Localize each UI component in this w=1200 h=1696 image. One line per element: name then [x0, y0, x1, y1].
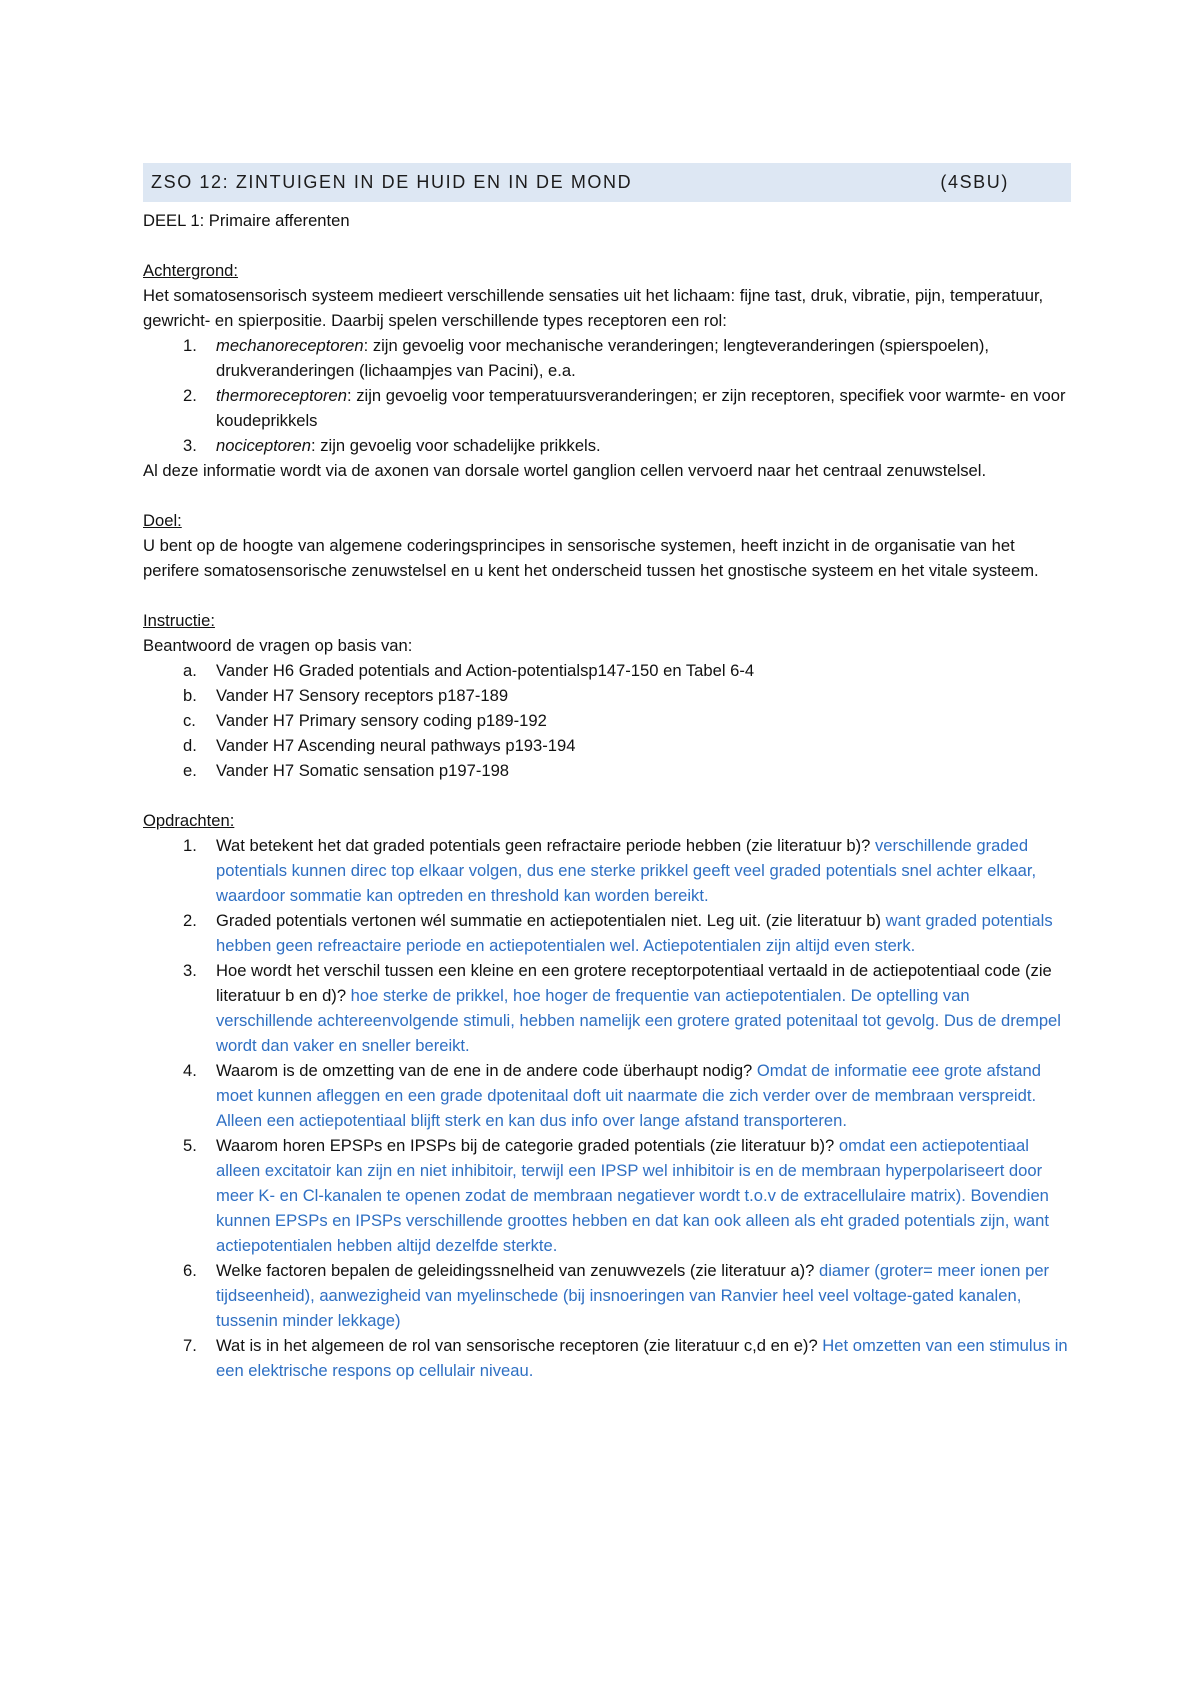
document-body	[143, 208, 1071, 1383]
question-text: Graded potentials vertonen wél summatie en actiepotentialen niet. Leg uit. (zie literatuur b)	[216, 911, 886, 930]
question-item: 5. Waarom horen EPSPs en IPSPs bij de categorie graded potentials (zie literatuur b)? omdat een actiepotentiaal alleen excitatoir kan zijn en niet inhibitoir, terwijl een IPSP wel inhibitoir is en de membraan hyperpolariseert door meer K- en Cl-kanalen te openen zodat de membraan negatiever wordt t.o.v de extracellulaire matrix). Bovendien kunnen EPSPs en IPSPs verschillende groottes hebben en dat kan ook alleen als eht graded potentials zijn, want actiepotentialen hebben altijd dezelfde sterkte.	[183, 1136, 1049, 1255]
list-item: a. Vander H6 Graded potentials and Action-potentialsp147-150 en Tabel 6-4	[183, 661, 755, 680]
question-text: Waarom is de omzetting van de ene in de andere code überhaupt nodig?	[216, 1061, 757, 1080]
question-list	[143, 833, 1071, 1383]
list-item: e. Vander H7 Somatic sensation p197-198	[183, 761, 510, 780]
list-item: b. Vander H7 Sensory receptors p187-189	[183, 686, 509, 705]
question-text: Wat betekent het dat graded potentials geen refractaire periode hebben (zie literatuur b)?	[216, 836, 875, 855]
answer-text: omdat een actiepotentiaal alleen excitatoir kan zijn en niet inhibitoir, terwijl een IPSP wel inhibitoir is en de membraan hyperpolariseert door meer K- en Cl-kanalen te openen zodat de membraan negatiever wordt t.o.v de extracellulaire matrix). Bovendien kunnen EPSPs en IPSPs verschillende groottes hebben en dat kan ook alleen als eht graded potentials zijn, want actiepotentialen hebben altijd dezelfde sterkte.	[216, 1136, 1049, 1255]
question-text: Wat is in het algemeen de rol van sensorische receptoren (zie literatuur c,d en e)?	[216, 1336, 823, 1355]
receptor-list	[143, 333, 1071, 458]
answer-text: Omdat de informatie eee grote afstand moet kunnen afleggen en een grade dpotenitaal doft uit naarmate die zich verder over de membraan verspreidt. Alleen een actiepotentiaal blijft sterk en kan dus info over lange afstand transporteren.	[216, 1061, 1041, 1130]
list-item: c. Vander H7 Primary sensory coding p189-192	[183, 711, 547, 730]
answer-text: diamer (groter= meer ionen per tijdseenheid), aanwezigheid van myelinschede (bij insnoeringen van Ranvier heel veel voltage-gated kanalen, tussenin minder lekkage)	[216, 1261, 1050, 1330]
question-text: Waarom horen EPSPs en IPSPs bij de categorie graded potentials (zie literatuur b)?	[216, 1136, 839, 1155]
answer-text: Het omzetten van een stimulus in een elektrische respons op cellulair niveau.	[216, 1336, 1068, 1380]
instructie-intro: Beantwoord de vragen op basis van:	[143, 636, 413, 655]
question-text: Welke factoren bepalen de geleidingssnelheid van zenuwvezels (zie literatuur a)?	[216, 1261, 819, 1280]
answer-text: hoe sterke de prikkel, hoe hoger de frequentie van actiepotentialen. De optelling van verschillende achtereenvolgende stimuli, hebben namelijk een grotere grated potenitaal tot gevolg. Dus de drempel wordt dan vaker en sneller bereikt.	[216, 986, 1061, 1055]
question-item: 7. Wat is in het algemeen de rol van sensorische receptoren (zie literatuur c,d en e)? Het omzetten van een stimulus in een elektrische respons op cellulair niveau.	[183, 1336, 1068, 1380]
question-item: 1. Wat betekent het dat graded potentials geen refractaire periode hebben (zie literatuur b)? verschillende graded potentials kunnen direc top elkaar volgen, dus ene sterke prikkel geeft veel graded potentials snel achter elkaar, waardoor sommatie kan optreden en threshold kan worden bereikt.	[183, 836, 1037, 905]
question-text: Hoe wordt het verschil tussen een kleine en een grotere receptorpotentiaal vertaald in de actiepotentiaal code (zie literatuur b en d)?	[216, 961, 1052, 1005]
question-item: 3. Hoe wordt het verschil tussen een kleine en een grotere receptorpotentiaal vertaald in de actiepotentiaal code (zie literatuur b en d)? hoe sterke de prikkel, hoe hoger de frequentie van actiepotentialen. De optelling van verschillende achtereenvolgende stimuli, hebben namelijk een grotere grated potenitaal tot gevolg. Dus de drempel wordt dan vaker en sneller bereikt.	[183, 961, 1061, 1055]
achtergrond-heading: Achtergrond:	[143, 261, 239, 280]
title-bar	[143, 163, 1071, 202]
list-item: 3. nociceptoren: zijn gevoelig voor schadelijke prikkels.	[183, 436, 601, 455]
achtergrond-outro: Al deze informatie wordt via de axonen van dorsale wortel ganglion cellen vervoerd naar het centraal zenuwstelsel.	[143, 461, 987, 480]
doel-text: U bent op de hoogte van algemene coderingsprincipes in sensorische systemen, heeft inzicht in de organisatie van het perifere somatosensorische zenuwstelsel en u kent het onderscheid tussen het gnostische systeem en het vitale systeem.	[143, 536, 1039, 580]
list-item: 2. thermoreceptoren: zijn gevoelig voor temperatuursveranderingen; er zijn receptoren, specifiek voor warmte- en voor koudeprikkels	[183, 386, 1066, 430]
document-study-load: (4SBU)	[940, 172, 1009, 192]
document-page	[143, 163, 1071, 1383]
list-item: 1. mechanoreceptoren: zijn gevoelig voor mechanische veranderingen; lengteveranderingen (spierspoelen), drukveranderingen (lichaampjes van Pacini), e.a.	[183, 336, 990, 380]
question-item: 2. Graded potentials vertonen wél summatie en actiepotentialen niet. Leg uit. (zie literatuur b) want graded potentials hebben geen refreactaire periode en actiepotentialen wel. Actiepotentialen zijn altijd even sterk.	[183, 911, 1053, 955]
list-item: d. Vander H7 Ascending neural pathways p193-194	[183, 736, 576, 755]
opdrachten-heading: Opdrachten:	[143, 811, 235, 830]
literature-list	[143, 658, 1071, 783]
question-item: 6. Welke factoren bepalen de geleidingssnelheid van zenuwvezels (zie literatuur a)? diamer (groter= meer ionen per tijdseenheid), aanwezigheid van myelinschede (bij insnoeringen van Ranvier heel veel voltage-gated kanalen, tussenin minder lekkage)	[183, 1261, 1050, 1330]
document-title: ZSO 12: ZINTUIGEN IN DE HUID EN IN DE MOND	[151, 172, 633, 192]
section-subtitle: DEEL 1: Primaire afferenten	[143, 211, 350, 230]
question-item: 4. Waarom is de omzetting van de ene in de andere code überhaupt nodig? Omdat de informatie eee grote afstand moet kunnen afleggen en een grade dpotenitaal doft uit naarmate die zich verder over de membraan verspreidt. Alleen een actiepotentiaal blijft sterk en kan dus info over lange afstand transporteren.	[183, 1061, 1041, 1130]
answer-text: want graded potentials hebben geen refreactaire periode en actiepotentialen wel. Actiepotentialen zijn altijd even sterk.	[216, 911, 1053, 955]
instructie-heading: Instructie:	[143, 611, 215, 630]
achtergrond-intro: Het somatosensorisch systeem medieert verschillende sensaties uit het lichaam: fijne tast, druk, vibratie, pijn, temperatuur, gewricht- en spierpositie. Daarbij spelen verschillende types receptoren een rol:	[143, 286, 1044, 330]
doel-heading: Doel:	[143, 511, 182, 530]
answer-text: verschillende graded potentials kunnen direc top elkaar volgen, dus ene sterke prikkel geeft veel graded potentials snel achter elkaar, waardoor sommatie kan optreden en threshold kan worden bereikt.	[216, 836, 1037, 905]
